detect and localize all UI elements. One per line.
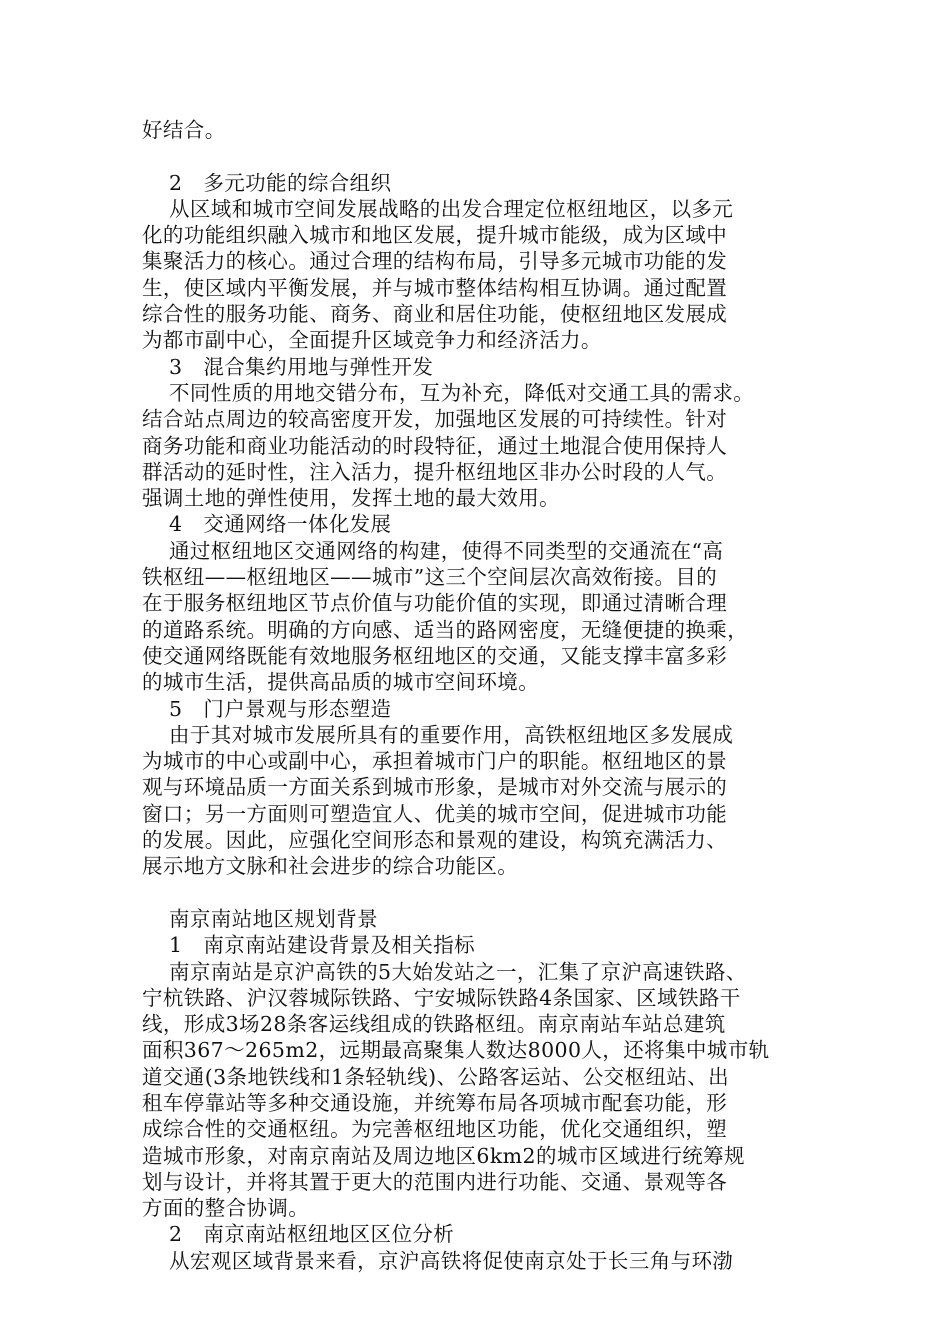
text-line: 宁杭铁路、沪汉蓉城际铁路、宁安城际铁路4条国家、区域铁路干: [142, 985, 741, 1010]
text-line: 面积367～265m2，远期最高聚集人数达8000人，还将集中城市轨: [142, 1038, 770, 1063]
text-line: 商务功能和商业功能活动的时段特征，通过土地混合使用保持人: [142, 433, 728, 458]
text-line: 好结合。: [142, 118, 226, 142]
text-line: 为都市副中心，全面提升区域竞争力和经济活力。: [142, 328, 602, 353]
text-line: 的道路系统。明确的方向感、适当的路网密度，无缝便捷的换乘，: [142, 617, 749, 642]
text-line: 4 交通网络一体化发展: [169, 512, 392, 537]
text-line: 方面的整合协调。: [142, 1196, 310, 1221]
text-line: 集聚活力的核心。通过合理的结构布局，引导多元城市功能的发: [142, 249, 728, 274]
text-line: 2 多元功能的综合组织: [169, 170, 392, 195]
text-line: 道交通(3条地铁线和1条轻轨线)、公路客运站、公交枢纽站、出: [142, 1064, 730, 1089]
text-line: 不同性质的用地交错分布，互为补充，降低对交通工具的需求。: [169, 380, 755, 405]
text-line: 南京南站地区规划背景: [169, 906, 378, 931]
text-line: 从宏观区域背景来看，京沪高铁将促使南京处于长三角与环渤: [169, 1248, 734, 1273]
blank-line: [142, 880, 810, 906]
text-line: 为城市的中心或副中心，承担着城市门户的职能。枢纽地区的景: [142, 749, 728, 774]
text-line: 2 南京南站枢纽地区区位分析: [169, 1222, 455, 1247]
text-line: 从区域和城市空间发展战略的出发合理定位枢纽地区，以多元: [169, 196, 734, 221]
blank-line: [142, 143, 810, 169]
text-line: 展示地方文脉和社会进步的综合功能区。: [142, 854, 519, 879]
text-line: 在于服务枢纽地区节点价值与功能价值的实现，即通过清晰合理: [142, 591, 728, 616]
text-line: 结合站点周边的较高密度开发，加强地区发展的可持续性。针对: [142, 407, 728, 432]
document-page: [142, 117, 810, 1274]
text-line: 租车停靠站等多种交通设施，并统筹布局各项城市配套功能，形: [142, 1090, 728, 1115]
text-line: 生，使区域内平衡发展，并与城市整体结构相互协调。通过配置: [142, 275, 728, 300]
text-line: 由于其对城市发展所具有的重要作用，高铁枢纽地区多发展成: [169, 722, 734, 747]
text-line: 综合性的服务功能、商务、商业和居住功能，使枢纽地区发展成: [142, 302, 728, 327]
text-line: 南京南站是京沪高铁的5大始发站之一，汇集了京沪高速铁路、: [169, 959, 747, 984]
text-line: 通过枢纽地区交通网络的构建，使得不同类型的交通流在“高: [169, 538, 724, 563]
text-line: 观与环境品质一方面关系到城市形象，是城市对外交流与展示的: [142, 775, 728, 800]
text-line: 造城市形象，对南京南站及周边地区6km2的城市区域进行统筹规: [142, 1143, 745, 1168]
text-line: 强调土地的弹性使用，发挥土地的最大效用。: [142, 486, 560, 511]
text-line: 线，形成3场28条客运线组成的铁路枢纽。南京南站车站总建筑: [142, 1012, 726, 1037]
text-line: 铁枢纽——枢纽地区——城市”这三个空间层次高效衔接。目的: [142, 565, 718, 590]
text-line: 的城市生活，提供高品质的城市空间环境。: [142, 670, 540, 695]
text-line: 窗口；另一方面则可塑造宜人、优美的城市空间，促进城市功能: [142, 801, 728, 826]
text-line: 划与设计，并将其置于更大的范围内进行功能、交通、景观等各: [142, 1169, 728, 1194]
text-line: 1 南京南站建设背景及相关指标: [169, 933, 476, 958]
text-line: 3 混合集约用地与弹性开发: [169, 354, 434, 379]
text-line: 的发展。因此，应强化空间形态和景观的建设，构筑充满活力、: [142, 828, 728, 853]
text-line: 5 门户景观与形态塑造: [169, 696, 392, 721]
text-line: 使交通网络既能有效地服务枢纽地区的交通，又能支撑丰富多彩: [142, 643, 728, 668]
text-line: 化的功能组织融入城市和地区发展，提升城市能级，成为区域中: [142, 223, 728, 248]
text-line: 成综合性的交通枢纽。为完善枢纽地区功能，优化交通组织，塑: [142, 1117, 728, 1142]
text-line: 群活动的延时性，注入活力，提升枢纽地区非办公时段的人气。: [142, 459, 728, 484]
